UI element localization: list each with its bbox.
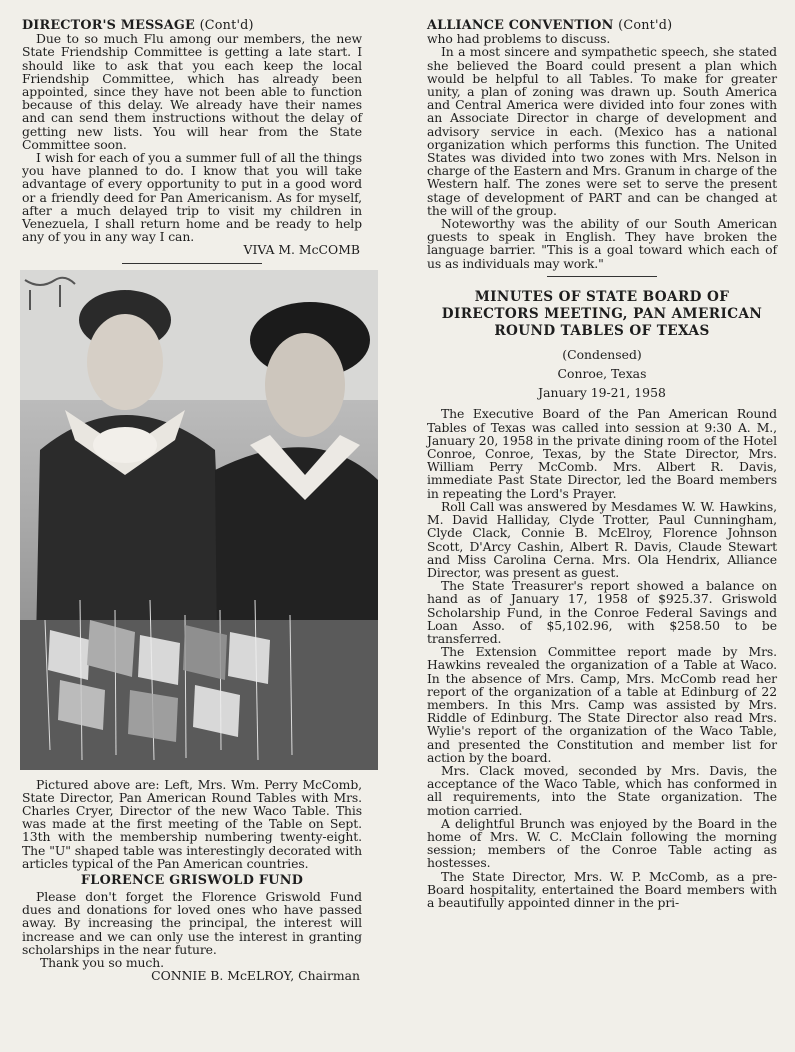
minutes-heading: MINUTES OF STATE BOARD OF DIRECTORS MEETING, PAN AMERICAN ROUND TABLES OF TEXAS bbox=[441, 288, 763, 339]
director-message-heading: DIRECTOR'S MESSAGE (Cont'd) bbox=[22, 18, 254, 33]
photo-caption bbox=[22, 778, 362, 870]
minutes-paragraph-5: Mrs. Clack moved, seconded by Mrs. Davis, the acceptance of the Waco Table, which has conformed in all requirements, into the State organization. The motion carried. bbox=[427, 762, 777, 818]
fund-paragraph: Please don't forget the Florence Griswold Fund dues and donations for loved ones who have passed away. By increasing the principal, the interest will increase and we can only use the interest in granting scholarships in the near future. bbox=[22, 889, 362, 957]
fund-signature: CONNIE B. McELROY, Chairman bbox=[151, 968, 360, 984]
photograph-two-women bbox=[20, 270, 378, 770]
divider bbox=[122, 263, 262, 264]
alliance-heading: ALLIANCE CONVENTION (Cont'd) bbox=[427, 18, 673, 33]
condensed-label: (Condensed) bbox=[562, 346, 642, 362]
alliance-paragraph-2: Noteworthy was the ability of our South American guests to speak in English. They have broken the language barrier. "This is a goal toward which each of us as individuals may work." bbox=[427, 216, 777, 271]
director-signature: VIVA M. McCOMB bbox=[243, 242, 360, 258]
alliance-paragraph-1: In a most sincere and sympathetic speech, she stated she believed the Board could present a plan which would be helpful to all Tables. To make for greater unity, a plan of zoning was drawn up. South America and Central America were divided into four zones with an Associate Director in charge of development and advisory service in each. (Mexico has a national organization which performs this function. The United States was divided into two zones with Mrs. Nelson in charge of the Eastern and Mrs. Granum in charge of the Western half. The zones were set to serve the present stage of development of PART and can be changed at the will of the group. bbox=[427, 44, 777, 218]
meeting-dates: January 19-21, 1958 bbox=[538, 385, 666, 401]
minutes-paragraph-4: The Extension Committee report made by Mrs. Hawkins revealed the organization of a Table at Waco. In the absence of Mrs. Camp, Mrs. McComb read her report of the organization of a table at Edinburg of 22 members. In this Mrs. Camp was assisted by Mrs. Riddle of Edinburg. The State Director also read Mrs. Wylie's report of the organization of the Waco Table, and presented the Constitution and member list for action by the board. bbox=[427, 644, 777, 765]
alliance-heading-line bbox=[427, 18, 777, 32]
photo-image bbox=[20, 270, 378, 770]
director-message-paragraph-1: Due to so much Flu among our members, the new State Friendship Committee is getting a late start. I should like to ask that you each keep the local Friendship Committee, which has already been appointed, since they have not been able to function because of this delay. We already have their names and can send them instructions without the delay of getting new lists. You will hear from the State Committee soon. bbox=[22, 31, 362, 152]
divider bbox=[547, 276, 657, 277]
minutes-paragraph-3: The State Treasurer's report showed a balance on hand as of January 17, 1958 of $925.37. Griswold Scholarship Fund, in the Conroe Federal Savings and Loan Asso. of $5,102.96, with $258.50 to be transferred. bbox=[427, 578, 777, 646]
minutes-paragraph-6: A delightful Brunch was enjoyed by the Board in the home of Mrs. W. C. McClain following the morning session; members of the Conroe Table acting as hostesses. bbox=[427, 815, 777, 871]
right-column bbox=[427, 18, 777, 909]
director-message-paragraph-2: I wish for each of you a summer full of all the things you have planned to do. I know that you will take advantage of every opportunity to put in a good word or a friendly deed for Pan Americanism. As for myself, after a much delayed trip to visit my children in Venezuela, I shall return home and be ready to help any of you in any way I can. bbox=[22, 150, 362, 245]
fund-thanks: Thank you so much. bbox=[40, 955, 164, 971]
meeting-location: Conroe, Texas bbox=[557, 366, 647, 382]
caption-text: Pictured above are: Left, Mrs. Wm. Perry McComb, State Director, Pan American Round Tables with Mrs. Charles Cryer, Director of the new Waco Table. This was made at the first meeting of the Table on Sept. 13th with the membership numbering twenty-eight. The "U" shaped table was interestingly decorated with articles typical of the Pan American countries. bbox=[22, 776, 362, 871]
minutes-paragraph-2: Roll Call was answered by Mesdames W. W. Hawkins, M. David Halliday, Clyde Trotter, Paul Cunningham, Clyde Clack, Connie B. McElroy, Florence Johnson Scott, D'Arcy Cashin, Albert R. Davis, Claude Stewart and Miss Carolina Cerna. Mrs. Ola Hendrix, Alliance Director, was present as guest. bbox=[427, 498, 777, 580]
fund-heading: FLORENCE GRISWOLD FUND bbox=[80, 873, 304, 889]
minutes-paragraph-1: The Executive Board of the Pan American Round Tables of Texas was called into session at 9:30 A. M., January 20, 1958 in the private dining room of the Hotel Conroe, Conroe, Texas, by the State Director, Mrs. William Perry McComb. Mrs. Albert R. Davis, immediate Past State Director, led the Board members in repeating the Lord's Prayer. bbox=[427, 406, 777, 501]
director-message-intro bbox=[22, 18, 362, 32]
alliance-paragraph-0: who had problems to discuss. bbox=[427, 31, 611, 47]
minutes-paragraph-7: The State Director, Mrs. W. P. McComb, as a pre-Board hospitality, entertained the Board members with a beautifully appointed dinner in the pri- bbox=[427, 868, 777, 910]
left-column bbox=[22, 18, 362, 983]
